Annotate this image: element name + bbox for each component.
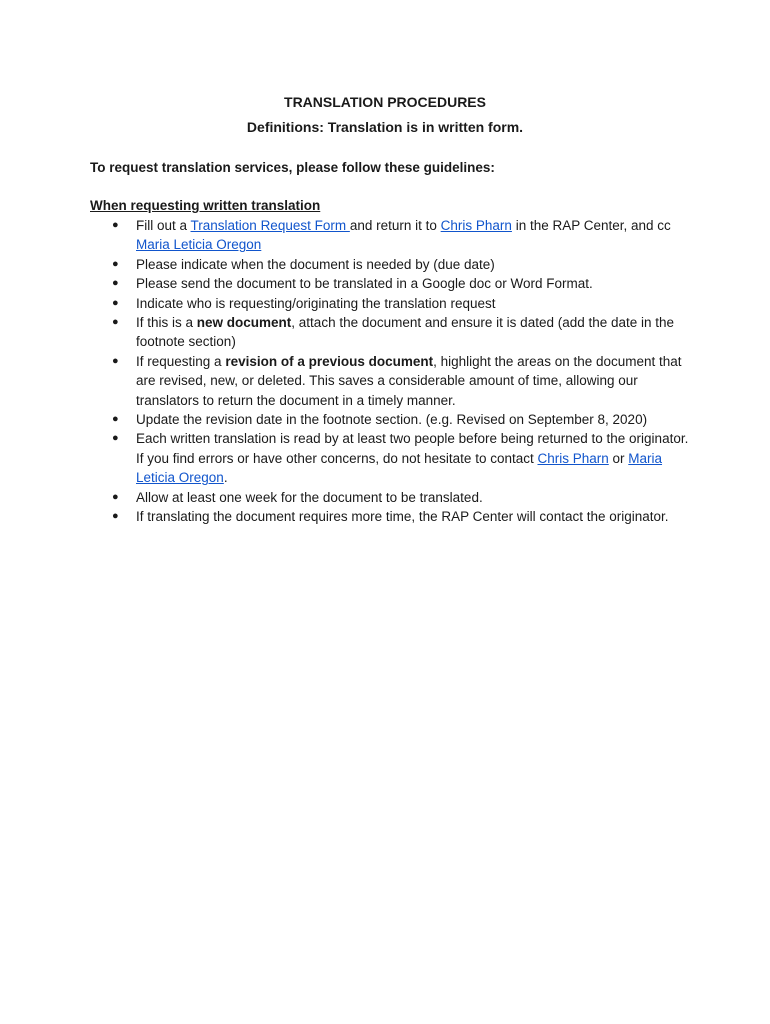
item-text: Please indicate when the document is needed by (due date): [136, 256, 495, 272]
section-heading: When requesting written translation: [90, 198, 321, 213]
bullet-icon: ●: [112, 316, 119, 329]
item-text: in the RAP Center, and cc: [511, 218, 671, 233]
item-bold-text: new document: [196, 315, 292, 331]
list-item: [90, 507, 690, 526]
maria-leticia-oregon-link[interactable]: Maria Leticia Oregon: [136, 450, 663, 486]
item-text: Each written translation is read by at least two people before being returned to the originator. If you find errors or have other concerns, do not hesitate to contact: [136, 431, 689, 466]
page-title: TRANSLATION PROCEDURES: [284, 94, 486, 110]
intro-text: To request translation services, please follow these guidelines:: [90, 160, 495, 175]
chris-pharn-link[interactable]: Chris Pharn: [537, 450, 609, 466]
bullet-icon: ●: [112, 354, 119, 367]
list-item: [90, 429, 690, 487]
item-text: , attach the document and ensure it is dated (add the date in the footnote section): [136, 315, 675, 350]
bullet-icon: ●: [112, 277, 119, 290]
item-text: If this is a: [136, 315, 197, 331]
list-item: [90, 352, 690, 410]
item-text: Update the revision date in the footnote section. (e.g. Revised on September 8, 2020): [136, 412, 648, 428]
item-text: Fill out a: [136, 218, 191, 233]
chris-pharn-link[interactable]: Chris Pharn: [440, 218, 512, 233]
list-item: [90, 274, 690, 293]
list-item: [90, 410, 690, 429]
page-subtitle: Definitions: Translation is in written form.: [246, 119, 524, 135]
bullet-icon: ●: [112, 413, 119, 426]
bullet-icon: ●: [112, 432, 119, 445]
item-text: Please send the document to be translated in a Google doc or Word Format.: [136, 276, 593, 292]
item-text: .: [223, 470, 228, 486]
maria-leticia-oregon-link[interactable]: Maria Leticia Oregon: [136, 237, 262, 253]
translation-request-form-link[interactable]: Translation Request Form: [190, 218, 350, 233]
list-item: [90, 313, 690, 352]
item-text: and return it to: [349, 218, 441, 233]
bullet-icon: ●: [112, 257, 119, 270]
bullet-icon: ●: [112, 510, 119, 523]
bullet-icon: ●: [112, 219, 119, 231]
list-item: [90, 216, 690, 255]
item-text: If translating the document requires more time, the RAP Center will contact the originator.: [136, 509, 669, 525]
item-text: Allow at least one week for the document to be translated.: [136, 489, 483, 505]
item-bold-text: revision of a previous document: [225, 353, 434, 369]
bullet-icon: ●: [112, 296, 119, 309]
item-text: Indicate who is requesting/originating the translation request: [136, 295, 496, 311]
list-item: [90, 488, 690, 507]
item-text: or: [608, 450, 629, 466]
list-item: [90, 255, 690, 274]
guidelines-list: [90, 216, 690, 527]
item-text: If requesting a: [136, 353, 226, 369]
bullet-icon: ●: [112, 490, 119, 503]
item-text: , highlight the areas on the document that are revised, new, or deleted. This saves a considerable amount of time, allowing our translators to return the document in a timely manner.: [136, 353, 682, 408]
list-item: [90, 294, 690, 313]
